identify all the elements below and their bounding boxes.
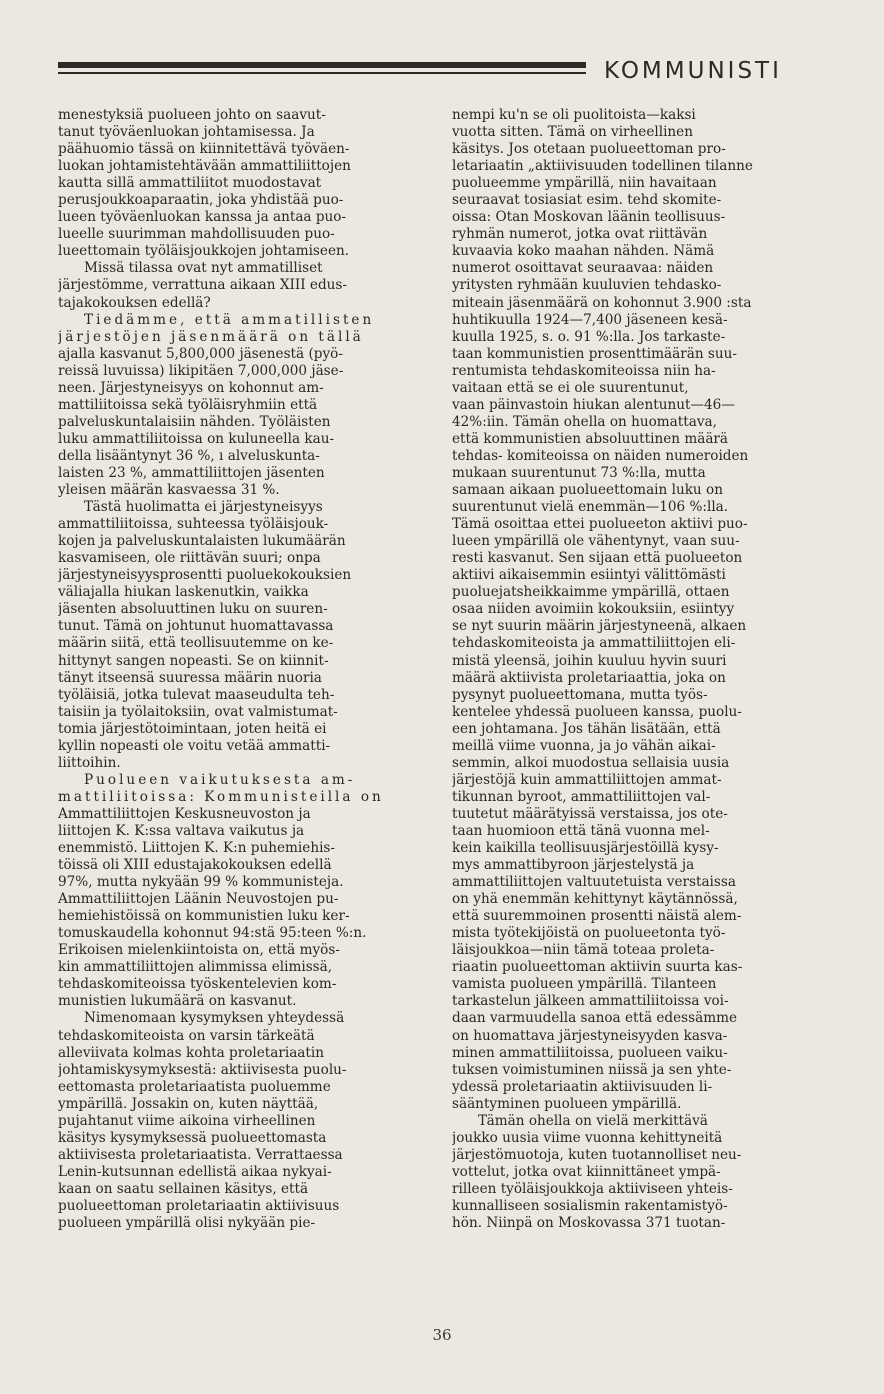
- text-line: tajakokouksen edellä?: [58, 294, 211, 311]
- text-line: järjestömuotoja, kuten tuotannolliset neu-: [452, 1146, 742, 1163]
- text-line: kojen ja palveluskuntalaisten lukumäärän: [58, 533, 346, 550]
- text-line: palveluskuntalaisiin nähden. Työläisten: [58, 413, 331, 430]
- text-line: menestyksiä puolueen johto on saavut-: [58, 107, 326, 123]
- text-line: osaa niiden avoimiin kokouksiin, esiintyy: [452, 601, 735, 618]
- text-line: hemiehistöissä on kommunistien luku ker-: [58, 908, 350, 925]
- text-line: kuvaavia koko maahan nähden. Nämä: [452, 243, 715, 260]
- text-line: huhtikuulla 1924—7,400 jäseneen kesä-: [452, 311, 728, 328]
- text-line: munistien lukumäärä on kasvanut.: [58, 993, 297, 1010]
- page-number: 36: [432, 1326, 452, 1344]
- text-line: mattiliitoissa sekä työläisryhmiin että: [58, 396, 318, 413]
- text-line: järjestöjä kuin ammattiliittojen ammat-: [452, 771, 722, 788]
- text-line: pujahtanut viime aikoina virheellinen: [58, 1112, 316, 1129]
- text-line: tomuskaudella kohonnut 94:stä 95:teen %:n.: [58, 925, 367, 942]
- text-line: järjestömme, verrattuna aikaan XIII edus-: [58, 277, 348, 294]
- text-line: ympärillä. Jossakin on, kuten näyttää,: [58, 1095, 319, 1112]
- text-line: määrä aktiivista proletariaattia, joka on: [452, 669, 726, 686]
- text-line: tehdaskomiteoista ja ammattiliittojen eli-: [452, 635, 736, 652]
- text-line: taan huomioon että tänä vuonna mel-: [452, 822, 710, 839]
- text-line: väliajalla hiukan laskenutkin, vaikka: [58, 584, 309, 601]
- text-line: Tämä osoittaa ettei puolueeton aktiivi puo-: [452, 516, 748, 533]
- text-line: työläisiä, jotka tulevat maaseudulta teh-: [58, 686, 335, 703]
- text-line: järjestöjen jäsenmäärä on tällä: [58, 328, 364, 345]
- text-line: vaitaan että se ei ole suurentunut,: [452, 379, 689, 396]
- text-line: reissä luvuissa) likipitäen 7,000,000 jäse-: [58, 362, 344, 379]
- text-line: Lenin-kutsunnan edellistä aikaa nykyai-: [58, 1163, 332, 1180]
- text-line: Ammattiliittojen Keskusneuvoston ja: [58, 805, 311, 822]
- text-line: suurentunut vielä enemmän—106 %:lla.: [452, 499, 729, 516]
- text-line: tikunnan byroot, ammattiliittojen val-: [452, 788, 711, 805]
- text-line: laisten 23 %, ammattiliittojen jäsenten: [58, 464, 325, 481]
- text-line: puoluejatsheikkaimme ympärillä, ottaen: [452, 584, 730, 601]
- text-line: liittojen K. K:ssa valtava vaikutus ja: [58, 822, 305, 839]
- text-line: Tiedämme, että ammatillisten: [84, 311, 375, 328]
- text-line: tanut työväenluokan johtamisessa. Ja: [58, 124, 315, 141]
- text-line: Nimenomaan kysymyksen yhteydessä: [84, 1010, 345, 1027]
- text-line: tuutetut määrätyissä verstaissa, jos ote-: [452, 805, 728, 822]
- text-line: meillä viime vuonna, ja jo vähän aikai-: [452, 737, 716, 754]
- text-line: tuksen voimistuminen niissä ja sen yhte-: [452, 1061, 732, 1078]
- text-line: mattiliitoissa: Kommunisteilla on: [58, 788, 384, 805]
- text-line: tarkastelun jälkeen ammattiliitoissa voi-: [452, 993, 729, 1010]
- text-line: rilleen työläisjoukkoja aktiiviseen yhteis-: [452, 1180, 733, 1197]
- text-line: lueen työväenluokan kanssa ja antaa puo-: [58, 209, 347, 226]
- text-line: pysynyt puolueettomana, mutta työs-: [452, 686, 708, 703]
- text-line: liittoihin.: [58, 754, 121, 771]
- text-line: nempi ku'n se oli puolitoista—kaksi: [452, 107, 696, 123]
- text-line: käsitys kysymyksessä puolueettomasta: [58, 1129, 327, 1146]
- text-line: rentumista tehdaskomiteoissa niin ha-: [452, 362, 716, 379]
- text-line: että suuremmoinen prosentti näistä alem-: [452, 908, 742, 925]
- text-line: kautta sillä ammattiliitot muodostavat: [58, 175, 322, 192]
- text-line: kentelee yhdessä puolueen kanssa, puolu-: [452, 703, 742, 720]
- text-line: alleviivata kolmas kohta proletariaatin: [58, 1044, 324, 1061]
- text-line: 42%:iin. Tämän ohella on huomattava,: [452, 413, 717, 430]
- text-line: on huomattava järjestyneisyyden kasva-: [452, 1027, 728, 1044]
- text-line: semmin, alkoi muodostua sellaisia uusia: [452, 754, 730, 771]
- header-rule-thick: [58, 62, 586, 68]
- text-line: luku ammattiliitoissa on kuluneella kau-: [58, 430, 335, 447]
- text-line: kasvamiseen, ole riittävän suuri; onpa: [58, 550, 321, 567]
- text-line: läisjoukkoa—niin tämä toteaa proleta-: [452, 942, 715, 959]
- text-line: neen. Järjestyneisyys on kohonnut am-: [58, 379, 324, 396]
- text-line: lueelle suurimman mahdollisuuden puo-: [58, 226, 335, 243]
- text-line: ajalla kasvanut 5,800,000 jäsenestä (pyö-: [58, 345, 343, 362]
- text-line: Puolueen vaikutuksesta am-: [84, 771, 356, 788]
- text-line: jäsenten absoluuttinen luku on suuren-: [58, 601, 328, 618]
- text-line: enemmistö. Liittojen K. K:n puhemiehis-: [58, 840, 335, 857]
- text-line: se nyt suurin määrin järjestyneenä, alkaen: [452, 618, 747, 635]
- text-line: vuotta sitten. Tämä on virheellinen: [452, 124, 693, 141]
- text-line: ydessä proletariaatin aktiivisuuden li-: [452, 1078, 713, 1095]
- text-line: aktiivisesta proletariaatista. Verrattaessa: [58, 1146, 343, 1163]
- text-line: ammattiliittojen valtuutetuista verstaissa: [452, 874, 736, 891]
- text-line: samaan aikaan puolueettomain luku on: [452, 482, 723, 499]
- text-line: tehdaskomiteoissa työskentelevien kom-: [58, 976, 337, 993]
- text-line: määrin siitä, että teollisuutemme on ke-: [58, 635, 334, 652]
- text-column-right: [452, 107, 830, 1232]
- text-line: kaan on saatu sellainen käsitys, että: [58, 1180, 309, 1197]
- text-line: järjestyneisyysprosentti puoluekokouksien: [58, 567, 352, 584]
- text-line: eettomasta proletariaatista puoluemme: [58, 1078, 331, 1095]
- text-line: käsitys. Jos otetaan puolueettoman pro-: [452, 141, 726, 158]
- text-line: tomia järjestötoimintaan, joten heitä ei: [58, 720, 327, 737]
- text-line: tunut. Tämä on johtunut huomattavassa: [58, 618, 334, 635]
- text-line: taisiin ja työlaitoksiin, ovat valmistumat-: [58, 703, 338, 720]
- text-line: puolueemme ympärillä, niin havaitaan: [452, 175, 717, 192]
- text-line: joukko uusia viime vuonna kehittyneitä: [452, 1129, 723, 1146]
- text-line: aktiivi aikaisemmin esiintyi välittömästi: [452, 567, 726, 584]
- text-line: vaan päinvastoin hiukan alentunut—46—: [452, 396, 735, 413]
- text-line: puolueen ympärillä olisi nykyään pie-: [58, 1215, 316, 1232]
- text-line: minen ammattiliitoissa, puolueen vaiku-: [452, 1044, 728, 1061]
- text-line: Tämän ohella on vielä merkittävä: [478, 1112, 708, 1129]
- text-line: daan varmuudella sanoa että edessämme: [452, 1010, 738, 1027]
- text-line: della lisääntynyt 36 %, ı alveluskunta-: [58, 447, 320, 464]
- text-line: hön. Niinpä on Moskovassa 371 tuotan-: [452, 1215, 726, 1232]
- text-line: töissä oli XIII edustajakokouksen edellä: [58, 857, 332, 874]
- text-line: vamista puolueen ympärillä. Tilanteen: [452, 976, 717, 993]
- text-line: mukaan suurentunut 73 %:lla, mutta: [452, 464, 706, 481]
- text-line: perusjoukkoaparaatin, joka yhdistää puo-: [58, 192, 344, 209]
- text-line: yleisen määrän kasvaessa 31 %.: [58, 482, 280, 499]
- header-rule-thin: [58, 72, 586, 74]
- running-header-title: KOMMUNISTI: [604, 58, 782, 84]
- text-line: miteain jäsenmäärä on kohonnut 3.900 :sta: [452, 294, 752, 311]
- text-line: hittynyt sangen nopeasti. Se on kiinnit-: [58, 652, 329, 669]
- text-line: päähuomio tässä on kiinnitettävä työväen-: [58, 141, 350, 158]
- text-line: että kommunistien absoluuttinen määrä: [452, 430, 729, 447]
- text-line: lueen ympärillä ole vähentynyt, vaan suu-: [452, 533, 740, 550]
- text-line: mys ammattibyroon järjestelystä ja: [452, 857, 695, 874]
- text-line: ammattiliitoissa, suhteessa työläisjouk-: [58, 516, 329, 533]
- text-line: kunnalliseen sosialismin rakentamistyö-: [452, 1198, 728, 1214]
- text-line: ryhmän numerot, jotka ovat riittävän: [452, 226, 708, 243]
- text-line: lueettomain työläisjoukkojen johtamiseen.: [58, 243, 350, 260]
- text-line: kuulla 1925, s. o. 91 %:lla. Jos tarkaste-: [452, 328, 726, 345]
- text-line: taan kommunistien prosenttimäärän suu-: [452, 345, 738, 362]
- text-line: tehdas- komiteoissa on näiden numeroiden: [452, 447, 749, 464]
- text-line: mista työtekijöistä on puolueetonta työ-: [452, 925, 726, 942]
- text-line: Ammattiliittojen Läänin Neuvostojen pu-: [58, 891, 339, 908]
- text-line: kein kaikilla teollisuusjärjestöillä kysy-: [452, 840, 719, 857]
- text-line: Erikoisen mielenkiintoista on, että myös-: [58, 942, 340, 959]
- text-line: een johtamana. Jos tähän lisätään, että: [452, 720, 721, 737]
- text-line: johtamiskysymyksestä: aktiivisesta puolu-: [58, 1061, 347, 1078]
- text-line: tehdaskomiteoista on varsin tärkeätä: [58, 1027, 315, 1044]
- text-line: sääntyminen puolueen ympärillä.: [452, 1095, 682, 1112]
- text-line: on yhä enemmän kehittynyt käytännössä,: [452, 891, 738, 908]
- text-line: oissa: Otan Moskovan läänin teollisuus-: [452, 209, 726, 226]
- text-line: yritysten ryhmään kuuluvien tehdasko-: [452, 277, 722, 294]
- text-line: numerot osoittavat seuraavaa: näiden: [452, 260, 714, 277]
- text-line: Tästä huolimatta ei järjestyneisyys: [84, 499, 323, 516]
- text-line: kyllin nopeasti ole voitu vetää ammatti-: [58, 737, 331, 754]
- text-line: mistä yleensä, joihin kuuluu hyvin suuri: [452, 652, 727, 669]
- text-line: resti kasvanut. Sen sijaan että puolueeton: [452, 550, 743, 567]
- text-line: seuraavat tosiasiat esim. tehd skomite-: [452, 192, 722, 209]
- text-line: riaatin puolueettoman aktiivin suurta kas-: [452, 959, 743, 976]
- text-line: luokan johtamistehtävään ammattiliittojen: [58, 158, 351, 175]
- text-column-left: [58, 107, 436, 1232]
- text-line: 97%, mutta nykyään 99 % kommunisteja.: [58, 874, 344, 891]
- text-line: tänyt itseensä suuressa määrin nuoria: [58, 669, 322, 686]
- text-line: kin ammattiliittojen alimmissa elimissä,: [58, 959, 333, 976]
- text-line: Missä tilassa ovat nyt ammatilliset: [84, 260, 323, 277]
- text-line: puolueettoman proletariaatin aktiivisuus: [58, 1198, 340, 1214]
- text-line: letariaatin „aktiivisuuden todellinen tilanne: [452, 158, 753, 175]
- text-line: vottelut, jotka ovat kiinnittäneet ympä-: [452, 1163, 721, 1180]
